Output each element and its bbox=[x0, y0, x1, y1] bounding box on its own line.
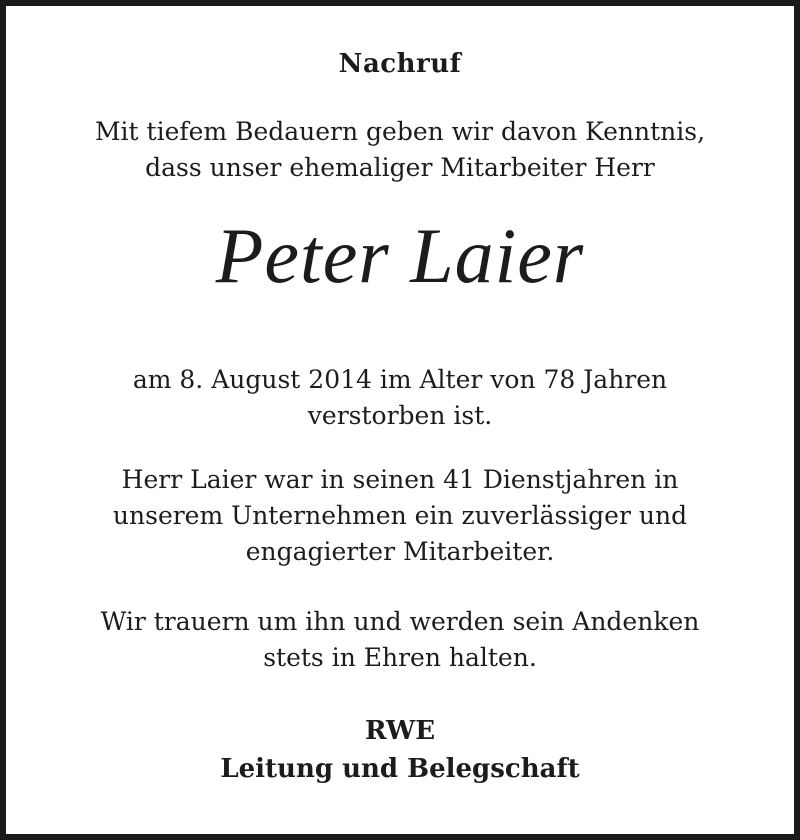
death-info-line-1: am 8. August 2014 im Alter von 78 Jahren bbox=[132, 365, 668, 394]
deceased-name: Peter Laier bbox=[215, 212, 585, 299]
signature-group: Leitung und Belegschaft bbox=[220, 754, 580, 784]
death-info-line-2: verstorben ist. bbox=[307, 401, 493, 430]
signature-block bbox=[6, 712, 794, 788]
notice-heading: Nachruf bbox=[338, 49, 462, 79]
mourning-line-2: stets in Ehren halten. bbox=[263, 643, 537, 672]
intro-line-1: Mit tiefem Bedauern geben wir davon Kenntnis, bbox=[94, 117, 706, 146]
mourning-paragraph bbox=[26, 604, 774, 676]
tribute-line-1: Herr Laier war in seinen 41 Dienstjahren in bbox=[121, 465, 679, 494]
tribute-line-3: engagierter Mitarbeiter. bbox=[245, 537, 555, 566]
death-info-paragraph bbox=[26, 362, 774, 434]
intro-line-2: dass unser ehemaliger Mitarbeiter Herr bbox=[145, 153, 655, 182]
mourning-line-1: Wir trauern um ihn und werden sein Andenken bbox=[100, 607, 700, 636]
intro-paragraph bbox=[26, 114, 774, 186]
tribute-line-2: unserem Unternehmen ein zuverlässiger und bbox=[112, 501, 688, 530]
tribute-paragraph bbox=[26, 462, 774, 570]
signature-company: RWE bbox=[364, 716, 436, 746]
